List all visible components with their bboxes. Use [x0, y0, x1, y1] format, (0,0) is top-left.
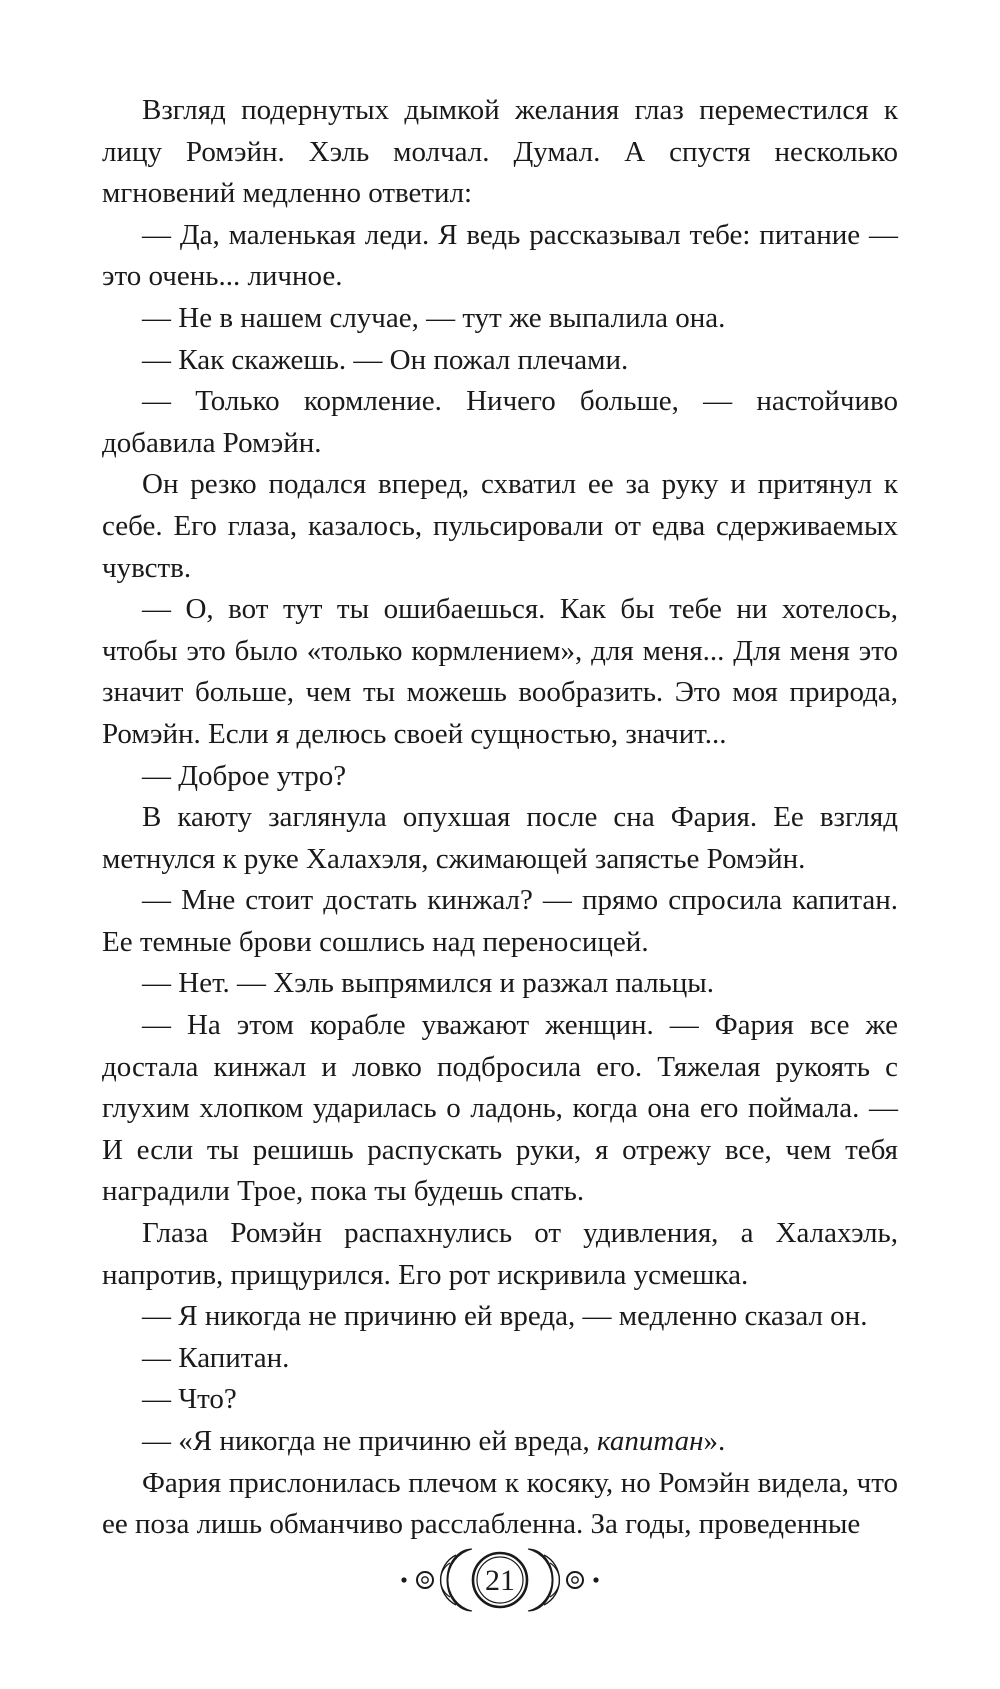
paragraph: — Да, маленькая леди. Я ведь рассказывал тебе: питание — это очень... личное.: [102, 218, 898, 293]
quote-italic-text: капитан: [597, 1425, 704, 1457]
moon-phases-icon: [390, 1535, 610, 1625]
paragraph: — Доброе утро?: [142, 759, 347, 792]
page-number: 21: [485, 1564, 515, 1597]
paragraph: В каюту заглянула опухшая после сна Фария. Ее взгляд метнулся к руке Халахэля, сжимающей запястье Ромэйн.: [102, 801, 898, 875]
paragraph: Глаза Ромэйн распахнулись от удивления, а Халахэль, напротив, прищурился. Его рот искривила усмешка.: [102, 1217, 898, 1291]
paragraph: — Мне стоит достать кинжал? — прямо спросила капитан. Ее темные брови сошлись над переносицей.: [102, 884, 898, 958]
quote-paragraph: [102, 1421, 898, 1463]
page-text: [102, 90, 898, 1546]
paragraph: — Не в нашем случае, — тут же выпалила она.: [142, 301, 726, 334]
paragraph: — На этом корабле уважают женщин. — Фария все же достала кинжал и ловко подбросила его. Тяжелая рукоять с глухим хлопком ударилась о ладонь, когда она его поймала. — И если ты решишь распускать руки, я отрежу все, чем тебя наградили Трое, пока ты будешь спать.: [102, 1009, 898, 1208]
paragraph: — Только кормление. Ничего больше, — настойчиво добавила Ромэйн.: [102, 385, 898, 459]
paragraph: — Капитан.: [142, 1341, 290, 1374]
paragraph: — Как скажешь. — Он пожал плечами.: [142, 343, 629, 376]
paragraph: Взгляд подернутых дымкой желания глаз переместился к лицу Ромэйн. Хэль молчал. Думал. А спустя несколько мгновений медленно ответил:: [102, 94, 898, 210]
quote-text: — «Я никогда не причиню ей вреда,: [142, 1425, 597, 1457]
paragraph: — О, вот тут ты ошибаешься. Как бы тебе ни хотелось, чтобы это было «только кормлением», для меня... Для меня это значит больше, чем ты можешь вообразить. Это моя природа, Ромэйн. Если я делюсь своей сущностью, значит...: [102, 593, 898, 750]
paragraph: — Я никогда не причиню ей вреда, — медленно сказал он.: [142, 1300, 868, 1333]
quote-text-end: ».: [703, 1425, 726, 1457]
paragraph: — Нет. — Хэль выпрямился и разжал пальцы.: [142, 967, 715, 1000]
paragraph: Он резко подался вперед, схватил ее за руку и притянул к себе. Его глаза, казалось, пульсировали от едва сдерживаемых чувств.: [102, 468, 898, 584]
page-footer: [0, 1535, 1000, 1625]
paragraph: Фария прислонилась плечом к косяку, но Ромэйн видела, что ее поза лишь обманчиво расслабленна. За годы, проведенные: [102, 1466, 898, 1541]
paragraph: — Что?: [142, 1383, 237, 1416]
